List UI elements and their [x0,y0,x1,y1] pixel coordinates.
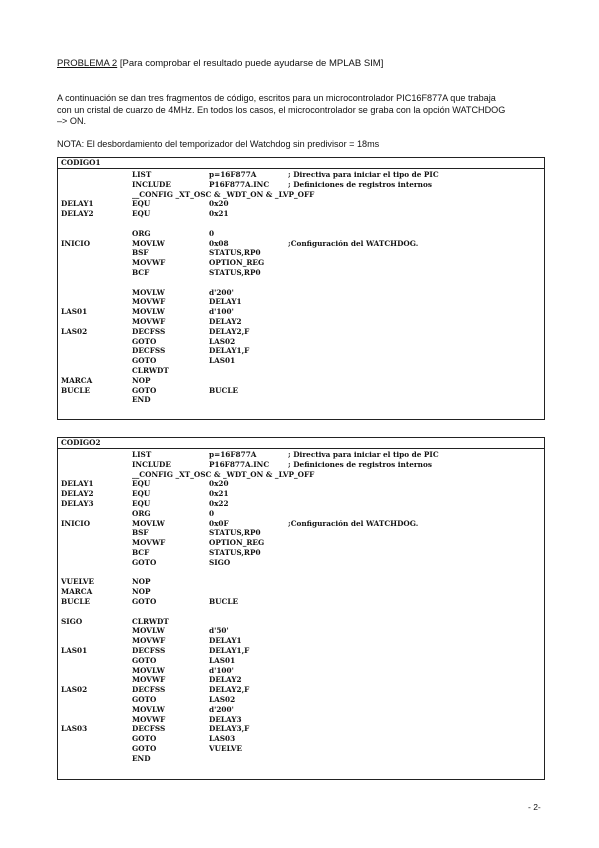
code-line [58,307,544,317]
code-label: LAS02 [61,685,88,695]
code-instruction: MOVWF [132,714,166,724]
code-instruction: ORG [132,508,151,518]
code-instruction: GOTO [132,557,157,567]
code-instruction: INCLUDE [132,179,171,189]
code-operand: DELAY2 [209,316,242,326]
code-line [58,695,544,705]
code-label: DELAY3 [61,498,94,508]
code-instruction: EQU [132,479,151,489]
code-line [58,229,544,239]
code-label: BUCLE [61,596,91,606]
code-operand: LAS02 [209,336,236,346]
code-instruction: GOTO [132,734,157,744]
code-operand: DELAY1,F [209,346,250,356]
code-label: VUELVE [61,577,95,587]
code-instruction: GOTO [132,694,157,704]
code-line [58,288,544,298]
code-instruction: MOVLW [132,704,165,714]
code-operand: DELAY3 [209,714,242,724]
code-operand: DELAY2,F [209,326,250,336]
code-line [58,258,544,268]
code-line [58,509,544,519]
code-instruction: __CONFIG _XT_OSC & _WDT_ON & _LVP_OFF [132,469,315,479]
code-line [58,190,544,200]
code-instruction: MOVWF [132,636,166,646]
code-line [58,239,544,249]
code-instruction: END [132,753,151,763]
code-line [58,617,544,627]
code-lines [58,169,544,405]
code-header: CODIGO2 [58,438,544,449]
code-instruction: BSF [132,248,149,258]
code-instruction: DECFSS [132,326,166,336]
code-operand: DELAY3,F [209,724,250,734]
code-operand: d'50' [209,626,229,636]
code-instruction: MOVWF [132,297,166,307]
code-line [58,278,544,288]
code-line [58,636,544,646]
code-operand: 0x0F [209,518,229,528]
code-header: CODIGO1 [58,158,544,169]
code-operand: BUCLE [209,385,239,395]
code-instruction: EQU [132,199,151,209]
code-instruction: DECFSS [132,724,166,734]
code-line [58,395,544,405]
code-instruction: LIST [132,450,152,459]
code-operand: VUELVE [209,743,243,753]
code-operand: 0x21 [209,489,229,499]
code-operand: LAS01 [209,655,236,665]
code-instruction: DECFSS [132,685,166,695]
code-instruction: LIST [132,170,152,179]
code-line [58,568,544,578]
code-instruction: MOVLW [132,665,165,675]
code-operand: OPTION_REG [209,538,265,548]
code-line [58,587,544,597]
code-operand: DELAY1 [209,297,242,307]
code-operand: 0 [209,228,215,238]
problem-label: PROBLEMA 2 [57,58,118,69]
code-line [58,724,544,734]
code-line [58,626,544,636]
code-line [58,199,544,209]
code-label: INICIO [61,238,91,248]
code-instruction: MOVWF [132,675,166,685]
code-instruction: __CONFIG _XT_OSC & _WDT_ON & _LVP_OFF [132,189,315,199]
code-label: BUCLE [61,385,91,395]
code-line [58,180,544,190]
code-line [58,470,544,480]
code-instruction: MOVLW [132,518,165,528]
intro-line: A continuación se dan tres fragmentos de código, escritos para un microcontrolador PIC16F877A que trabaja [57,93,496,103]
code-operand: STATUS,RP0 [209,267,261,277]
code-label: LAS02 [61,326,88,336]
problem-title [57,58,383,69]
code-line [58,499,544,509]
code-instruction: BSF [132,528,149,538]
code-operand: 0x08 [209,238,229,248]
code-instruction: MOVWF [132,316,166,326]
code-instruction: EQU [132,498,151,508]
code-operand: LAS03 [209,734,236,744]
code-operand: SIGO [209,557,231,567]
code-operand: 0x22 [209,498,229,508]
code-label: DELAY2 [61,489,94,499]
code-instruction: CLRWDT [132,616,169,626]
code-line [58,548,544,558]
code-instruction: NOP [132,577,151,587]
code-label: DELAY1 [61,479,94,489]
code-line [58,366,544,376]
code-instruction: EQU [132,209,151,219]
code-instruction: MOVLW [132,626,165,636]
intro-line: con un cristal de cuarzo de 4MHz. En todos los casos, el microcontrolador se graba con la opción WATCHDOG [57,104,506,115]
code-instruction: MOVLW [132,238,165,248]
code-line [58,538,544,548]
problem-subtitle: [Para comprobar el resultado puede ayudarse de MPLAB SIM] [117,58,384,69]
code-operand: P16F877A.INC [209,459,270,469]
code-label: LAS03 [61,724,88,734]
code-line [58,386,544,396]
code-operand: 0 [209,508,215,518]
code-comment: ; Directiva para iniciar el tipo de PIC [288,450,439,459]
code-line [58,327,544,337]
code-instruction: GOTO [132,336,157,346]
code-line [58,209,544,219]
code-instruction: GOTO [132,385,157,395]
code-operand: STATUS,RP0 [209,528,261,538]
code-instruction: MOVLW [132,307,165,317]
code-operand: STATUS,RP0 [209,547,261,557]
code-instruction: INCLUDE [132,459,171,469]
code-listing-2 [57,437,545,780]
code-instruction: NOP [132,587,151,597]
code-label: MARCA [61,375,93,385]
code-operand: d'200' [209,704,234,714]
code-line [58,346,544,356]
code-comment: ;Configuración del WATCHDOG. [288,238,419,248]
code-line [58,666,544,676]
code-operand: OPTION_REG [209,258,265,268]
code-line [58,356,544,366]
code-listing-1 [57,157,545,420]
code-instruction: GOTO [132,655,157,665]
code-line [58,715,544,725]
code-label: DELAY2 [61,209,94,219]
code-line [58,734,544,744]
code-operand: 0x20 [209,199,229,209]
code-operand: p=16F877A [209,170,257,179]
code-label: MARCA [61,587,93,597]
code-line [58,656,544,666]
code-instruction: CLRWDT [132,365,169,375]
code-instruction: DECFSS [132,645,166,655]
note: NOTA: El desbordamiento del temporizador del Watchdog sin predivisor = 18ms [57,139,380,149]
code-operand: P16F877A.INC [209,179,270,189]
page-number: - 2- [528,802,541,812]
intro-line: –> ON. [57,116,87,127]
code-instruction: DECFSS [132,346,166,356]
code-comment: ; Definiciones de registros internos [288,179,432,189]
code-line [58,528,544,538]
code-label: LAS01 [61,307,88,317]
code-comment: ; Definiciones de registros internos [288,459,432,469]
code-lines [58,449,544,764]
code-instruction: NOP [132,375,151,385]
code-operand: DELAY1,F [209,645,250,655]
code-comment: ;Configuración del WATCHDOG. [288,518,419,528]
code-line [58,376,544,386]
code-line [58,248,544,258]
code-line [58,744,544,754]
code-operand: DELAY2 [209,675,242,685]
code-line [58,685,544,695]
code-line [58,705,544,715]
code-operand: 0x20 [209,479,229,489]
code-operand: p=16F877A [209,450,257,459]
code-instruction: MOVLW [132,287,165,297]
code-line [58,460,544,470]
code-instruction: MOVWF [132,538,166,548]
code-line [58,558,544,568]
code-instruction: END [132,395,151,405]
code-operand: LAS01 [209,356,236,366]
code-line [58,317,544,327]
code-label: INICIO [61,518,91,528]
code-operand: 0x21 [209,209,229,219]
code-line [58,170,544,180]
code-operand: DELAY1 [209,636,242,646]
code-line [58,519,544,529]
code-instruction: ORG [132,228,151,238]
code-line [58,297,544,307]
code-label: LAS01 [61,645,88,655]
intro-paragraph [57,93,547,128]
code-instruction: MOVWF [132,258,166,268]
code-instruction: BCF [132,267,150,277]
code-line [58,489,544,499]
code-line [58,268,544,278]
code-operand: BUCLE [209,596,239,606]
code-line [58,337,544,347]
code-line [58,754,544,764]
code-operand: DELAY2,F [209,685,250,695]
code-operand: LAS02 [209,694,236,704]
code-instruction: GOTO [132,356,157,366]
code-instruction: EQU [132,489,151,499]
code-instruction: BCF [132,547,150,557]
code-label: DELAY1 [61,199,94,209]
code-label: SIGO [61,616,83,626]
code-line [58,219,544,229]
code-line [58,597,544,607]
code-instruction: GOTO [132,596,157,606]
code-operand: d'100' [209,307,234,317]
code-line [58,646,544,656]
code-operand: d'100' [209,665,234,675]
code-instruction: GOTO [132,743,157,753]
code-operand: STATUS,RP0 [209,248,261,258]
code-line [58,607,544,617]
code-operand: d'200' [209,287,234,297]
code-line [58,577,544,587]
code-line [58,450,544,460]
code-line [58,479,544,489]
code-line [58,675,544,685]
code-comment: ; Directiva para iniciar el tipo de PIC [288,170,439,179]
